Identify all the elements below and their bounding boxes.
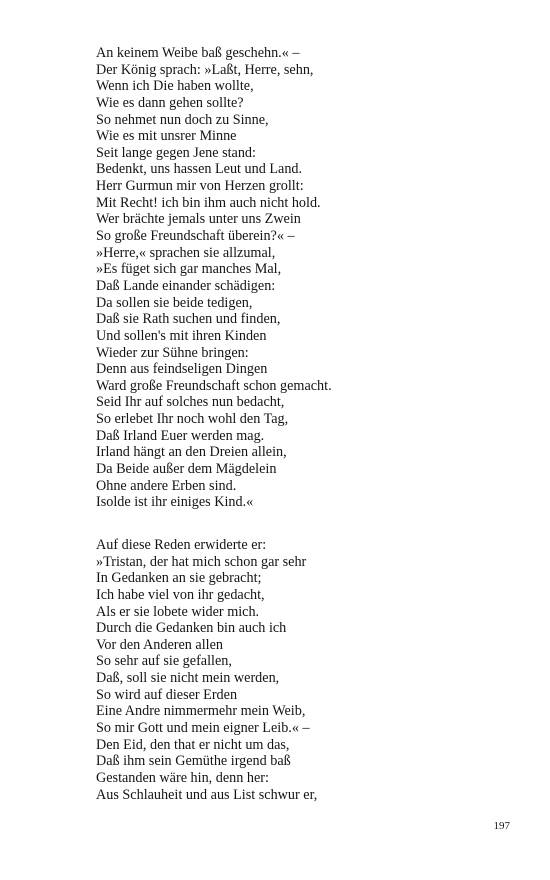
verse-line: Durch die Gedanken bin auch ich	[96, 620, 287, 637]
verse-line: Daß Lande einander schädigen:	[96, 277, 276, 294]
verse-line: Der König sprach: »Laßt, Herre, sehn,	[96, 61, 314, 78]
verse-line: Herr Gurmun mir von Herzen grollt:	[96, 178, 304, 195]
verse-line: So sehr auf sie gefallen,	[96, 653, 232, 670]
verse-line: Auf diese Reden erwiderte er:	[96, 537, 267, 553]
verse-line: Vor den Anderen allen	[96, 636, 223, 653]
verse-line: Ohne andere Erben sind.	[96, 477, 237, 494]
verse-line: Wie es dann gehen sollte?	[96, 94, 244, 111]
verse-line: Daß, soll sie nicht mein werden,	[96, 670, 280, 687]
verse-line: Ich habe viel von ihr gedacht,	[96, 586, 265, 603]
verse-line: So große Freundschaft überein?« –	[96, 228, 295, 245]
verse-line: Wenn ich Die haben wollte,	[96, 78, 254, 95]
verse-line: Daß Irland Euer werden mag.	[96, 427, 265, 444]
verse-line: Da sollen sie beide tedigen,	[96, 294, 253, 311]
verse-line: Wer brächte jemals unter uns Zwein	[96, 211, 301, 228]
page-number: 197	[493, 820, 510, 832]
verse-line: Daß ihm sein Gemüthe irgend baß	[96, 753, 291, 770]
verse-line: So wird auf dieser Erden	[96, 686, 238, 703]
verse-line: Mit Recht! ich bin ihm auch nicht hold.	[96, 194, 321, 211]
verse-line: So mir Gott und mein eigner Leib.« –	[96, 720, 310, 737]
verse-line: Und sollen's mit ihren Kinden	[96, 327, 267, 344]
verse-line: Da Beide außer dem Mägdelein	[96, 461, 277, 478]
verse-line: So erlebet Ihr noch wohl den Tag,	[96, 411, 289, 428]
verse-line: Isolde ist ihr einiges Kind.«	[96, 494, 254, 511]
verse-line: An keinem Weibe baß geschehn.« –	[96, 45, 300, 61]
verse-line: Den Eid, den that er nicht um das,	[96, 736, 290, 753]
verse-line: Denn aus feindseligen Dingen	[96, 361, 268, 378]
verse-line: »Es füget sich gar manches Mal,	[96, 261, 282, 278]
verse-line: Bedenkt, uns hassen Leut und Land.	[96, 161, 303, 178]
verse-stanza-2	[96, 537, 317, 803]
verse-line: Gestanden wäre hin, denn her:	[96, 769, 269, 786]
verse-line: Seid Ihr auf solches nun bedacht,	[96, 394, 285, 411]
verse-line: »Herre,« sprachen sie allzumal,	[96, 244, 276, 261]
verse-line: So nehmet nun doch zu Sinne,	[96, 111, 269, 128]
verse-line: Eine Andre nimmermehr mein Weib,	[96, 703, 306, 720]
verse-line: »Tristan, der hat mich schon gar sehr	[96, 553, 307, 570]
verse-line: Irland hängt an den Dreien allein,	[96, 444, 287, 461]
verse-stanza-1	[96, 45, 332, 511]
verse-line: Als er sie lobete wider mich.	[96, 603, 260, 620]
verse-line: Ward große Freundschaft schon gemacht.	[96, 377, 332, 394]
verse-line: Wie es mit unsrer Minne	[96, 128, 237, 145]
verse-line: Seit lange gegen Jene stand:	[96, 144, 256, 161]
verse-line: Daß sie Rath suchen und finden,	[96, 311, 281, 328]
verse-line: Wieder zur Sühne bringen:	[96, 344, 249, 361]
verse-line: Aus Schlauheit und aus List schwur er,	[96, 786, 318, 803]
verse-line: In Gedanken an sie gebracht;	[96, 570, 262, 587]
